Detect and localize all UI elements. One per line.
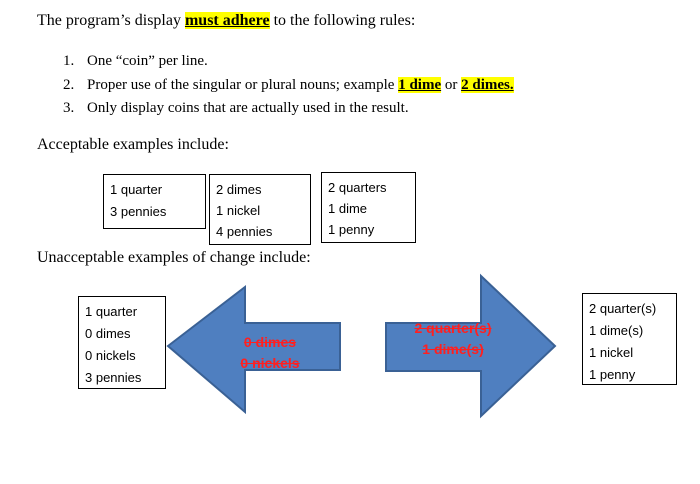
struck-line: 2 quarter(s): [414, 320, 492, 336]
rule-text-mid: or: [441, 77, 462, 93]
rule-number: 2.: [63, 77, 75, 93]
coin-line: 3 pennies: [110, 204, 167, 219]
coin-line: 4 pennies: [216, 224, 273, 239]
coin-line: 1 dime(s): [589, 323, 644, 338]
right-arrow-label: [398, 318, 508, 360]
rule-text: One “coin” per line.: [87, 53, 208, 69]
coin-line: 1 nickel: [589, 345, 634, 360]
coin-line: 1 penny: [589, 367, 636, 382]
intro-before: The program’s display: [37, 12, 185, 29]
coin-line: 3 pennies: [85, 370, 142, 385]
coin-line: 1 quarter: [110, 182, 163, 197]
coin-line: 2 dimes: [216, 182, 262, 197]
intro-highlight: must adhere: [184, 12, 270, 29]
rule-example-plural: 2 dimes.: [461, 77, 514, 93]
coin-line: 1 quarter: [85, 304, 138, 319]
left-arrow-label: [225, 332, 315, 374]
rule-number: 1.: [63, 53, 75, 69]
unacceptable-box-left: [78, 296, 166, 389]
rule-example-singular: 1 dime: [398, 77, 442, 93]
rule-text: Only display coins that are actually used in the result.: [87, 100, 409, 116]
unacceptable-box-right: [582, 293, 677, 385]
struck-line: 0 nickels: [240, 355, 300, 371]
struck-line: 0 dimes: [243, 334, 297, 350]
rule-number: 3.: [63, 100, 75, 116]
coin-line: 1 penny: [328, 222, 375, 237]
struck-line: 1 dime(s): [422, 341, 484, 357]
unacceptable-heading: Unacceptable examples of change include:: [37, 249, 311, 266]
coin-line: 0 dimes: [85, 326, 131, 341]
acceptable-heading: Acceptable examples include:: [37, 136, 229, 153]
coin-line: 1 dime: [328, 201, 368, 216]
coin-line: 0 nickels: [85, 348, 136, 363]
rule-text: Proper use of the singular or plural nouns; example: [87, 77, 399, 93]
coin-line: 2 quarter(s): [589, 301, 657, 316]
intro-after: to the following rules:: [269, 12, 416, 29]
coin-line: 1 nickel: [216, 203, 261, 218]
coin-line: 2 quarters: [328, 180, 387, 195]
